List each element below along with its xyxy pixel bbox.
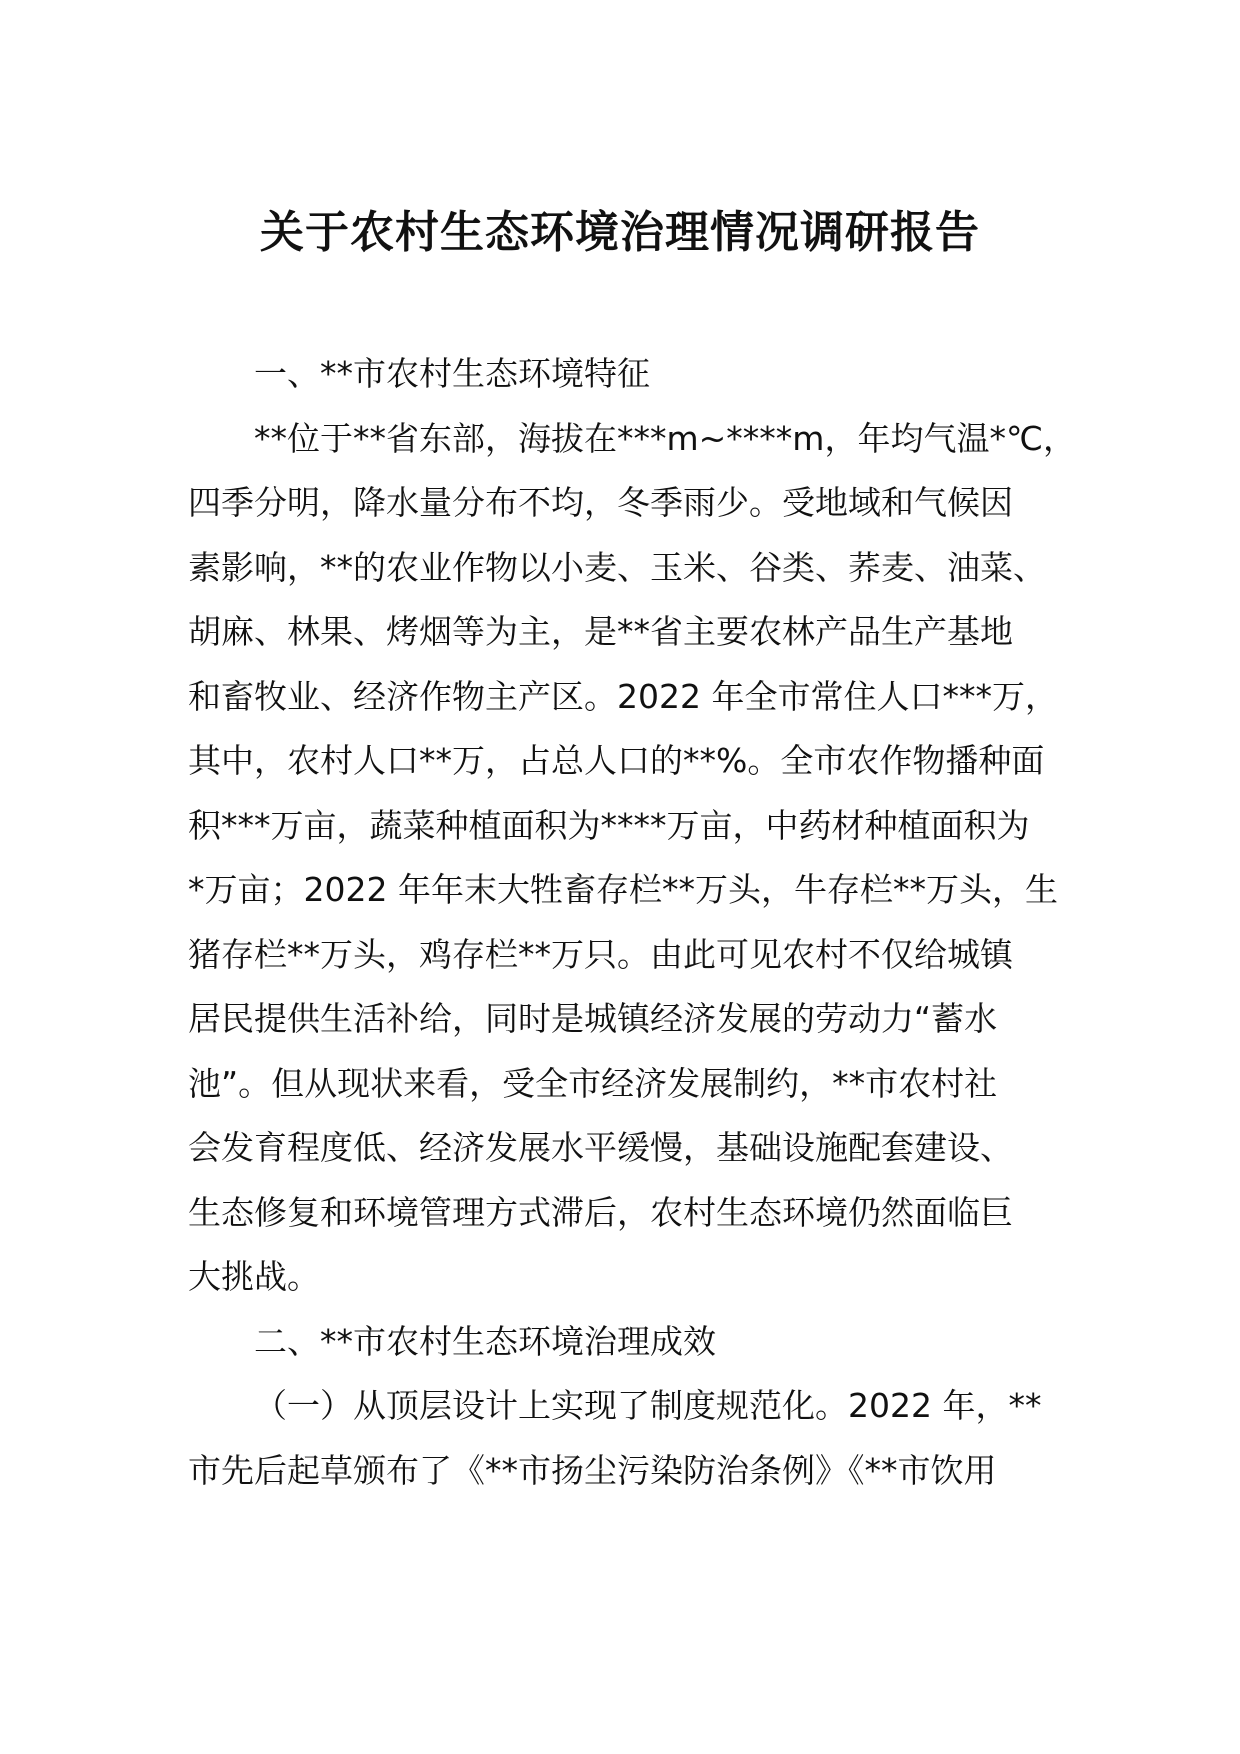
paragraph-line: 胡麻、林果、烤烟等为主，是**省主要农林产品生产基地 xyxy=(188,612,1013,651)
paragraph-line: 会发育程度低、经济发展水平缓慢，基础设施配套建设、 xyxy=(188,1128,1013,1167)
paragraph-line: （一）从顶层设计上实现了制度规范化。2022 年，** xyxy=(254,1386,1042,1425)
paragraph-line: 池”。但从现状来看，受全市经济发展制约，**市农村社 xyxy=(188,1063,998,1103)
paragraph-line: 积***万亩，蔬菜种植面积为****万亩，中药材种植面积为 xyxy=(188,805,1030,845)
paragraph-line: 猪存栏**万头，鸡存栏**万只。由此可见农村不仅给城镇 xyxy=(188,934,1013,974)
paragraph-line: 生态修复和环境管理方式滞后，农村生态环境仍然面临巨 xyxy=(188,1192,1013,1232)
document-body xyxy=(188,342,1077,1503)
paragraph-line: 其中，农村人口**万，占总人口的**%。全市农作物播种面 xyxy=(188,741,1045,780)
paragraph-line: 素影响，**的农业作物以小麦、玉米、谷类、荞麦、油菜、 xyxy=(188,547,1046,587)
paragraph-line: **位于**省东部，海拔在***m~****m，年均气温*℃， xyxy=(254,418,1077,458)
paragraph-line: 四季分明，降水量分布不均，冬季雨少。受地域和气候因 xyxy=(188,483,1013,522)
paragraph-line: 和畜牧业、经济作物主产区。2022 年全市常住人口***万， xyxy=(188,676,1058,716)
document-title: 关于农村生态环境治理情况调研报告 xyxy=(260,207,980,258)
paragraph-line: 大挑战。 xyxy=(188,1257,320,1296)
paragraph-line: 市先后起草颁布了《**市扬尘污染防治条例》《**市饮用 xyxy=(188,1450,997,1490)
section-heading-2: 二、**市农村生态环境治理成效 xyxy=(254,1321,716,1361)
paragraph-line: *万亩；2022 年年末大牲畜存栏**万头，牛存栏**万头，生 xyxy=(188,870,1058,909)
paragraph-line: 居民提供生活补给，同时是城镇经济发展的劳动力“蓄水 xyxy=(188,999,998,1038)
section-heading-1: 一、**市农村生态环境特征 xyxy=(254,354,650,393)
